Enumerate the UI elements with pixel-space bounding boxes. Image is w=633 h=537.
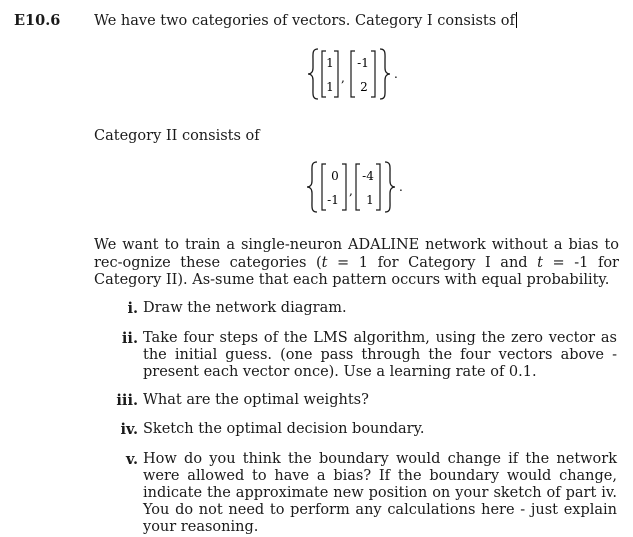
item-number: v. xyxy=(125,451,138,468)
vector-2-bottom: 2 xyxy=(360,80,368,94)
intro-text xyxy=(94,12,517,30)
item-number: ii. xyxy=(121,330,138,347)
item-text: Sketch the optimal decision boundary. xyxy=(143,421,425,437)
item-text: How do you think the boundary would change if the network were allowed to have a bias? If the boundary would change, indicate the approximate new position on your sketch of part iv. You do not need to perform any calculations here - just explain your reasoning. xyxy=(143,451,617,535)
item-number: iv. xyxy=(120,421,138,438)
vector-3-bottom: -1 xyxy=(327,193,339,207)
set-terminator: . xyxy=(394,67,398,81)
vector-4-left-bracket xyxy=(356,164,360,210)
vector-4-top: -4 xyxy=(362,169,374,183)
vector-4-right-bracket xyxy=(376,164,380,210)
exercise-label: E10.6 xyxy=(14,12,61,29)
category-1-vector-set xyxy=(308,46,408,102)
vector-3-top: 0 xyxy=(331,169,339,183)
text-cursor xyxy=(516,12,517,28)
vector-3-left-bracket xyxy=(322,164,326,210)
right-curly-brace xyxy=(385,162,395,212)
vector-2-top: -1 xyxy=(357,56,369,70)
category-2-heading: Category II consists of xyxy=(94,128,260,144)
vector-1-bottom: 1 xyxy=(326,80,334,94)
left-curly-brace xyxy=(307,162,317,212)
vector-2-left-bracket xyxy=(351,51,355,97)
vector-3-right-bracket xyxy=(342,164,346,210)
vector-4-bottom: 1 xyxy=(366,193,374,207)
item-text: Take four steps of the LMS algorithm, using the zero vector as the initial guess. (one pass through the four vectors above - present each vector once). Use a learning rate of 0.1. xyxy=(143,330,617,380)
category-2-vector-set xyxy=(307,159,411,215)
problem-statement xyxy=(94,237,619,290)
vector-1-top: 1 xyxy=(326,56,334,70)
vector-1-right-bracket xyxy=(334,51,338,97)
left-curly-brace xyxy=(308,49,318,99)
target-variable: t xyxy=(321,254,328,271)
item-number: i. xyxy=(127,300,138,317)
item-number: iii. xyxy=(116,392,138,409)
vector-separator: , xyxy=(349,184,353,198)
target-variable: t xyxy=(537,254,543,271)
statement-part-3: = -1 for Category II). As-sume that each pattern occurs with equal probability. xyxy=(94,254,619,288)
item-text: Draw the network diagram. xyxy=(143,300,347,316)
vector-2-right-bracket xyxy=(371,51,375,97)
statement-part-2: = 1 for Category I and xyxy=(327,254,538,271)
set-terminator: . xyxy=(399,180,403,194)
item-text: What are the optimal weights? xyxy=(143,392,369,408)
statement-part-1: We want to train a single-neuron ADALINE network without a bias to rec-ognize these categories ( xyxy=(94,237,619,271)
vector-separator: , xyxy=(341,71,345,85)
right-curly-brace xyxy=(380,49,390,99)
intro-sentence: We have two categories of vectors. Category I consists of xyxy=(94,13,515,29)
